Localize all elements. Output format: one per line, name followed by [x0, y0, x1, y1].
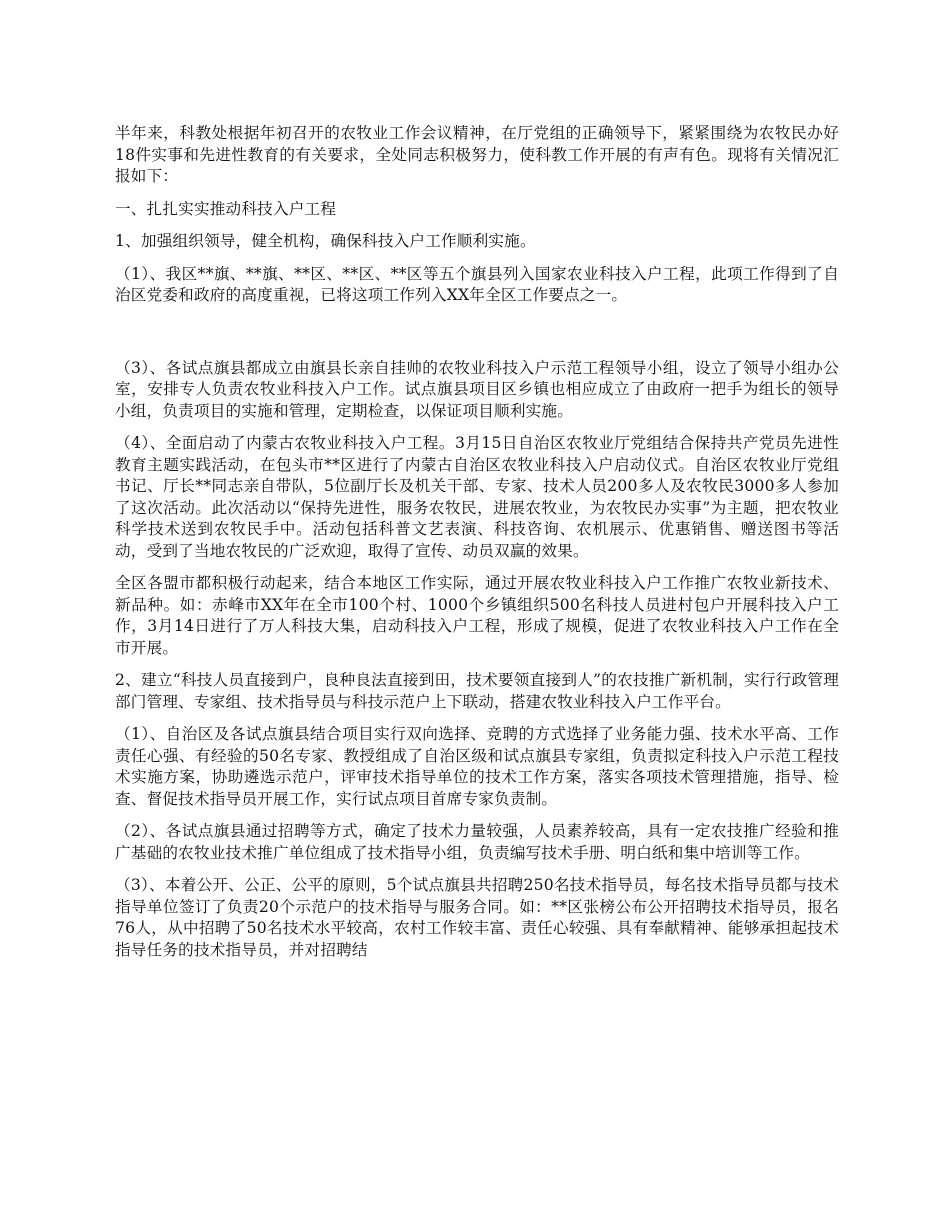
paragraph-item-2-1: （1）、自治区及各试点旗县结合项目实行双向选择、竞聘的方式选择了业务能力强、技术水平高、工作责任心强、有经验的50名专家、教授组成了自治区级和试点旗县专家组，负责拟定科技入户示范工程技术实施方案，协助遴选示范户，评审技术指导单位的技术工作方案，落实各项技术管理措施，指导、检查、督促技术指导员开展工作，实行试点项目首席专家负责制。 — [115, 725, 839, 808]
paragraph-item-2-2: （2）、各试点旗县通过招聘等方式，确定了技术力量较强，人员素养较高，具有一定农技推广经验和推广基础的农牧业技术推广单位组成了技术指导小组，负责编写技术手册、明白纸和集中培训等工作。 — [115, 822, 839, 862]
subsection-heading-2: 2、建立“科技人员直接到户，良种良法直接到田，技术要领直接到人”的农技推广新机制，实行行政管理部门管理、专家组、技术指导员与科技示范户上下联动，搭建农牧业科技入户工作平台。 — [115, 671, 839, 711]
intro-paragraph: 半年来，科教处根据年初召开的农牧业工作会议精神，在厅党组的正确领导下，紧紧围绕为农牧民办好18件实事和先进性教育的有关要求，全处同志积极努力，使科教工作开展的有声有色。现将有关情况汇报如下： — [115, 124, 839, 185]
blank-gap — [115, 318, 839, 358]
document-body — [115, 123, 839, 972]
paragraph-item-2-3: （3）、本着公开、公正、公平的原则，5个试点旗县共招聘250名技术指导员，每名技术指导员都与技术指导单位签订了负责20个示范户的技术指导与服务合同。如：**区张榜公布公开招聘技术指导员，报名76人，从中招聘了50名技术水平较高，农村工作较丰富、责任心较强、具有奉献精神、能够承担起技术指导任务的技术指导员，并对招聘结 — [115, 876, 839, 959]
paragraph-item-1: （1）、我区**旗、**旗、**区、**区、**区等五个旗县列入国家农业科技入户工程，此项工作得到了自治区党委和政府的高度重视，已将这项工作列入XX年全区工作要点之一。 — [115, 264, 839, 304]
section-heading: 一、扎扎实实推动科技入户工程 — [115, 199, 337, 218]
paragraph-item-3: （3）、各试点旗县都成立由旗县长亲自挂帅的农牧业科技入户示范工程领导小组，设立了领导小组办公室，安排专人负责农牧业科技入户工作。试点旗县项目区乡镇也相应成立了由政府一把手为组长的领导小组，负责项目的实施和管理，定期检查，以保证项目顺利实施。 — [115, 358, 839, 420]
subsection-heading: 1、加强组织领导，健全机构，确保科技入户工作顺利实施。 — [115, 232, 536, 250]
paragraph-regions: 全区各盟市都积极行动起来，结合本地区工作实际，通过开展农牧业科技入户工作推广农牧业新技术、新品种。如：赤峰市XX年在全市100个村、1000个乡镇组织500名科技人员进村包户开展科技入户工作，3月14日进行了万人科技大集，启动科技入户工程，形成了规模，促进了农牧业科技入户工作在全市开展。 — [115, 574, 839, 657]
paragraph-item-4: （4）、全面启动了内蒙古农牧业科技入户工程。3月15日自治区农牧业厅党组结合保持共产党员先进性教育主题实践活动，在包头市**区进行了内蒙古自治区农牧业科技入户启动仪式。自治区农牧业厅党组书记、厅长**同志亲自带队，5位副厅长及机关干部、专家、技术人员200多人及农牧民3000多人参加了这次活动。此次活动以“保持先进性，服务农牧民，进展农牧业，为农牧民办实事”为主题，把农牧业科学技术送到农牧民手中。活动包括科普文艺表演、科技咨询、农机展示、优惠销售、赠送图书等活动，受到了当地农牧民的广泛欢迎，取得了宣传、动员双赢的效果。 — [115, 434, 839, 560]
